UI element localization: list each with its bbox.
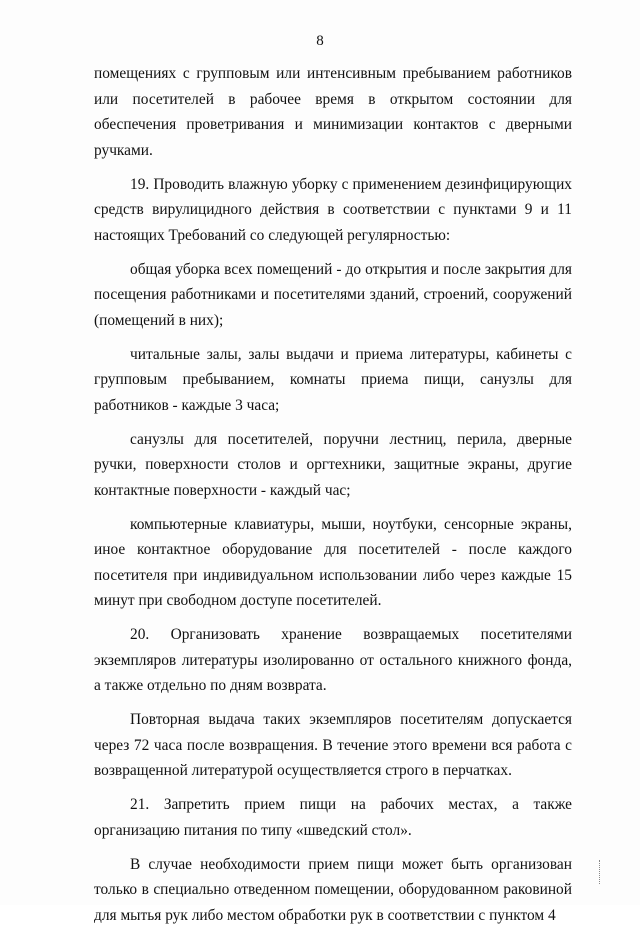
paragraph-reading-rooms: читальные залы, залы выдачи и приема литературы, кабинеты с групповым пребыванием, комнаты приема пищи, санузлы для работников - каждые 3 часа; [94,345,572,414]
paragraph-meal-room: В случае необходимости прием пищи может быть организован только в специально отведенном помещении, оборудованном раковиной для мытья рук либо местом обработки рук в соответствии с пунктом 4 [94,855,572,924]
paragraph-item-21: 21. Запретить прием пищи на рабочих местах, а также организацию питания по типу «шведский стол». [94,796,572,839]
page-number: 8 [316,33,324,49]
scan-artifact [599,860,602,884]
paragraph-item-19: 19. Проводить влажную уборку с применением дезинфицирующих средств вирулицидного действия в соответствии с пунктами 9 и 11 настоящих Требований со следующей регулярностью: [94,175,572,244]
paragraph-continuation: помещениях с групповым или интенсивным пребыванием работников или посетителей в рабочее время в открытом состоянии для обеспечения проветривания и минимизации контактов с дверными ручками. [94,65,572,159]
paragraph-visitor-sanitary: санузлы для посетителей, поручни лестниц, перила, дверные ручки, поверхности столов и оргтехники, защитные экраны, другие контактные поверхности - каждый час; [94,430,572,499]
paragraph-general-cleaning: общая уборка всех помещений - до открытия и после закрытия для посещения работниками и посетителями зданий, строений, сооружений (помещений в них); [94,260,572,329]
paragraph-computer-equipment: компьютерные клавиатуры, мыши, ноутбуки, сенсорные экраны, иное контактное оборудование для посетителей - после каждого посетителя при индивидуальном использовании либо через каждые 15 минут при свободном доступе посетителей. [94,515,572,609]
paragraph-repeat-issue: Повторная выдача таких экземпляров посетителям допускается через 72 часа после возвращения. В течение этого времени вся работа с возвращенной литературой осуществляется строго в перчатках. [94,711,572,779]
paragraph-item-20: 20. Организовать хранение возвращаемых посетителями экземпляров литературы изолированно от остального книжного фонда, а также отдельно по дням возврата. [94,626,572,694]
document-body [94,61,572,937]
